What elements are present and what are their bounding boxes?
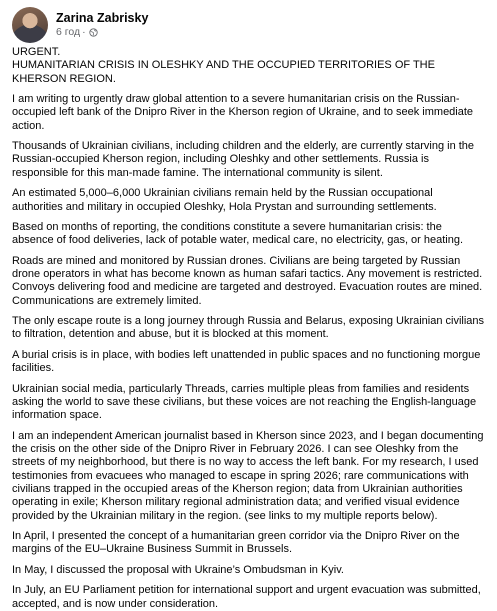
post-header (12, 0, 485, 46)
post-paragraph: In July, an EU Parliament petition for international support and urgent evacuation was submitted, accepted, and is now under consideration. (12, 584, 481, 610)
post-meta (56, 26, 148, 39)
post-paragraph: The only escape route is a long journey through Russia and Belarus, exposing Ukrainian civilians to filtration, detention and abuse, but it is blocked at this moment. (12, 315, 485, 341)
post-paragraph: A burial crisis is in place, with bodies left unattended in public spaces and no functioning morgue facilities. (12, 348, 481, 375)
post-paragraph: Ukrainian social media, particularly Threads, carries multiple pleas from families and residents asking the world to save these civilians, but these voices are not reaching the English-language information space. (12, 382, 477, 422)
post-paragraph: I am an independent American journalist based in Kherson since 2023, and I began documenting the crisis on the other side of the Dnipro River in February 2026. I can see Oleshky from the streets of my neighborhood, but there is no way to access the left bank. For my research, I used testimonies from evacuees who managed to escape in spring 2026; rare communications with civilians trapped in the occupied areas of the Kherson region; data from Ukrainian authorities operating in exile; Kherson military regional administration data; and verified visual evidence provided by the Ukrainian military in the region. (see links to my multiple reports below). (12, 429, 484, 522)
post-paragraph: Based on months of reporting, the conditions constitute a severe humanitarian crisis: the absence of food deliveries, lack of potable water, medical care, no electricity, gas, or heating. (12, 221, 464, 247)
post-paragraph: Thousands of Ukrainian civilians, including children and the elderly, are currently starving in the Russian-occupied Kherson region, including Oleshky and other settlements. Russia is responsible for this man-made famine. The international community is silent. (12, 140, 475, 179)
author-name[interactable]: Zarina Zabrisky (56, 11, 149, 25)
post-paragraph: In April, I presented the concept of a humanitarian green corridor via the Dnipro River on the margins of the EU–Ukraine Business Summit in Brussels. (12, 530, 460, 556)
post-paragraph: HUMANITARIAN CRISIS IN OLESHKY AND THE OCCUPIED TERRITORIES OF THE KHERSON REGION. (12, 59, 435, 85)
meta-separator: · (82, 26, 86, 38)
post-paragraph: In May, I discussed the proposal with Ukraine’s Ombudsman in Kyiv. (12, 563, 344, 576)
post-paragraph: I am writing to urgently draw global attention to a severe humanitarian crisis on the Russian-occupied left bank of the Dnipro River in the Kherson region of Ukraine, and to seek immediate action. (12, 93, 474, 132)
post-body (12, 46, 485, 611)
post-timestamp[interactable]: 6 год (56, 26, 81, 38)
author-avatar[interactable] (12, 7, 48, 43)
post-paragraph: URGENT. (12, 46, 61, 58)
post-paragraph: Roads are mined and monitored by Russian drones. Civilians are being targeted by Russian drone operators in what has become known as human safari tactics. Any movement is restricted. Convoys delivering food and medicine are targeted and destroyed. Evacuation routes are mined. Communications are extremely limited. (12, 254, 483, 307)
post-paragraph: An estimated 5,000–6,000 Ukrainian civilians remain held by the Russian occupational authorities and military in occupied Oleshky, Hola Prystan and surrounding settlements. (12, 187, 437, 213)
globe-icon (89, 28, 98, 37)
author-block (56, 11, 148, 39)
